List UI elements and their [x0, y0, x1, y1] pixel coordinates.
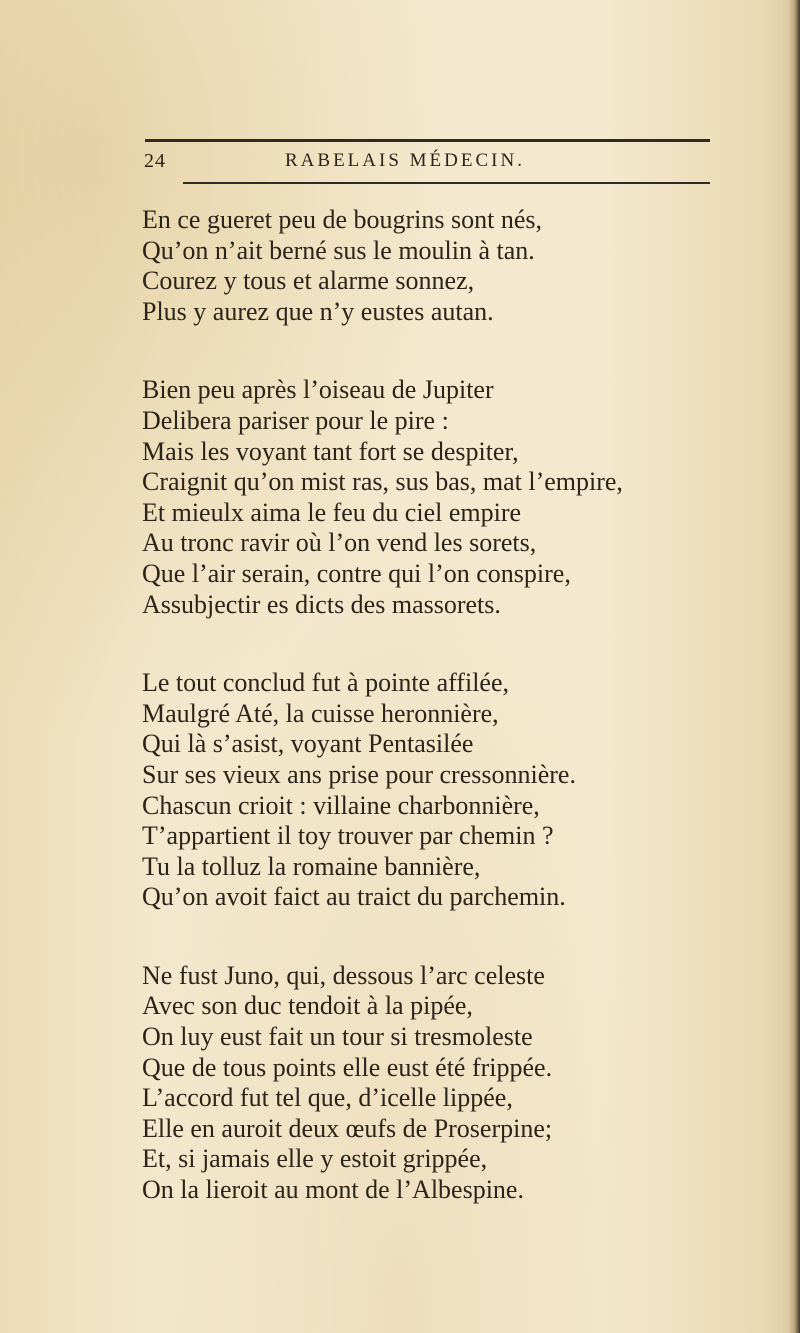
stanza-1 [142, 205, 782, 327]
verse-line: Ne fust Juno, qui, dessous l’arc celeste [142, 960, 545, 990]
verse-line: Qu’on n’ait berné sus le moulin à tan. [142, 235, 535, 265]
running-title: RABELAIS MÉDECIN. [285, 150, 525, 171]
verse-line: On luy eust fait un tour si tresmoleste [142, 1022, 533, 1052]
page-number: 24 [144, 150, 166, 172]
verse-line: Sur ses vieux ans prise pour cressonnière. [142, 759, 576, 789]
verse-line: Et mieulx aima le feu du ciel empire [142, 497, 522, 527]
verse-line: Courez y tous et alarme sonnez, [142, 266, 475, 296]
verse-line: Avec son duc tendoit à la pipée, [142, 991, 473, 1021]
verse-line: Assubjectir es dicts des massorets. [142, 589, 501, 619]
verse-line: Mais les voyant tant fort se despiter, [142, 436, 519, 466]
verse-line: Delibera pariser pour le pire : [142, 405, 449, 435]
stanza-3 [142, 668, 782, 913]
verse-line: Craignit qu’on mist ras, sus bas, mat l’empire, [142, 467, 623, 497]
verse-line: Au tronc ravir où l’on vend les sorets, [142, 528, 537, 558]
verse-line: Chascun crioit : villaine charbonnière, [142, 790, 540, 820]
verse-line: En ce gueret peu de bougrins sont nés, [142, 205, 543, 234]
poem-text [142, 205, 782, 1254]
verse-line: Elle en auroit deux œufs de Proserpine; [142, 1113, 553, 1143]
verse-line: Que l’air serain, contre qui l’on conspire, [142, 558, 571, 588]
stanza-2 [142, 375, 782, 620]
verse-line: Bien peu après l’oiseau de Jupiter [142, 375, 494, 405]
verse-line: Et, si jamais elle y estoit grippée, [142, 1144, 488, 1174]
page-edge-shadow [788, 0, 800, 1333]
verse-line: L’accord fut tel que, d’icelle lippée, [142, 1083, 513, 1113]
stanza-4 [142, 961, 782, 1206]
page-header [140, 150, 710, 178]
header-rule-bottom [183, 182, 710, 184]
verse-line: T’appartient il toy trouver par chemin ? [142, 821, 554, 851]
verse-line: Plus y aurez que n’y eustes autan. [142, 296, 494, 326]
verse-line: Qu’on avoit faict au traict du parchemin. [142, 882, 566, 912]
verse-line: Tu la tolluz la romaine bannière, [142, 851, 481, 881]
verse-line: Le tout conclud fut à pointe affilée, [142, 668, 509, 698]
verse-line: Que de tous points elle eust été frippée. [142, 1052, 553, 1082]
verse-line: Qui là s’asist, voyant Pentasilée [142, 729, 474, 759]
verse-line: Maulgré Até, la cuisse heronnière, [142, 698, 499, 728]
header-rule-top [145, 139, 710, 142]
verse-line: On la lieroit au mont de l’Albespine. [142, 1175, 524, 1205]
